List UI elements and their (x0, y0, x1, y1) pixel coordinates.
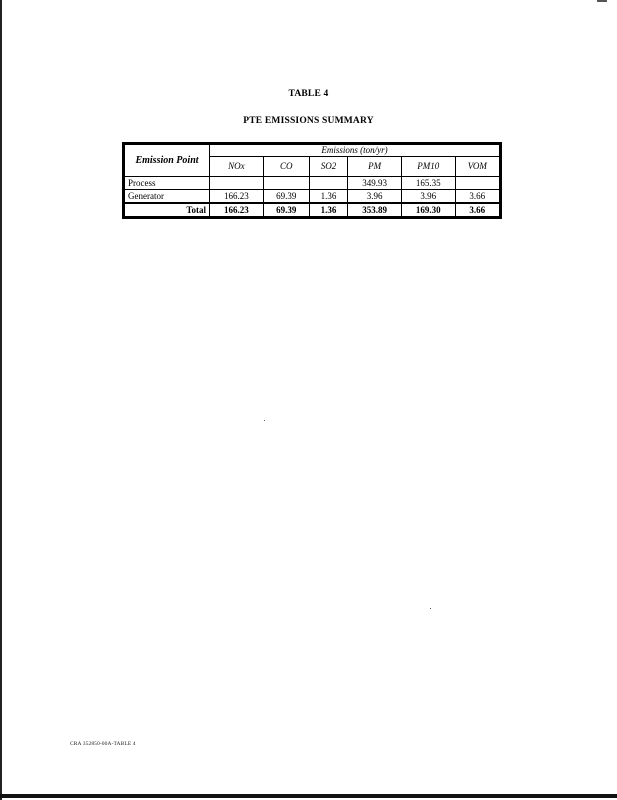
table-cell (263, 177, 309, 190)
emission-point-header: Emission Point (125, 145, 210, 177)
table-cell (210, 177, 264, 190)
table-title: PTE EMISSIONS SUMMARY (243, 116, 374, 126)
table-cell: 3.96 (401, 190, 455, 204)
table-cell: 165.35 (401, 177, 455, 190)
total-cell: 3.66 (455, 203, 499, 217)
table-cell: 1.36 (309, 190, 347, 204)
scan-bottom-edge (0, 794, 617, 798)
total-cell: 169.30 (401, 203, 455, 217)
row-label: Process (125, 177, 210, 190)
scan-speck (264, 420, 265, 421)
table-number: TABLE 4 (288, 89, 329, 99)
emissions-group-header: Emissions (ton/yr) (210, 145, 500, 157)
column-header-co: CO (263, 157, 309, 177)
row-label: Generator (125, 190, 210, 204)
table-cell (455, 177, 499, 190)
table-row (125, 190, 500, 204)
table-cell: 3.96 (348, 190, 402, 204)
column-header-nox: NOx (210, 157, 264, 177)
table-cell: 349.93 (348, 177, 402, 190)
table-cell: 166.23 (210, 190, 264, 204)
column-header-pm10: PM10 (401, 157, 455, 177)
total-label: Total (125, 203, 210, 217)
scan-speck (430, 608, 431, 609)
table-cell (309, 177, 347, 190)
total-cell: 353.89 (348, 203, 402, 217)
column-header-vom: VOM (455, 157, 499, 177)
column-header-so2: SO2 (309, 157, 347, 177)
total-cell: 166.23 (210, 203, 264, 217)
emissions-table (122, 142, 502, 219)
table-row (125, 177, 500, 190)
total-cell: 69.39 (263, 203, 309, 217)
column-header-pm: PM (348, 157, 402, 177)
total-cell: 1.36 (309, 203, 347, 217)
total-row (125, 203, 500, 217)
table-cell: 3.66 (455, 190, 499, 204)
table-cell: 69.39 (263, 190, 309, 204)
scan-top-mark (597, 0, 607, 2)
footer-code: CRA 352850-00A-TABLE 4 (70, 741, 136, 747)
